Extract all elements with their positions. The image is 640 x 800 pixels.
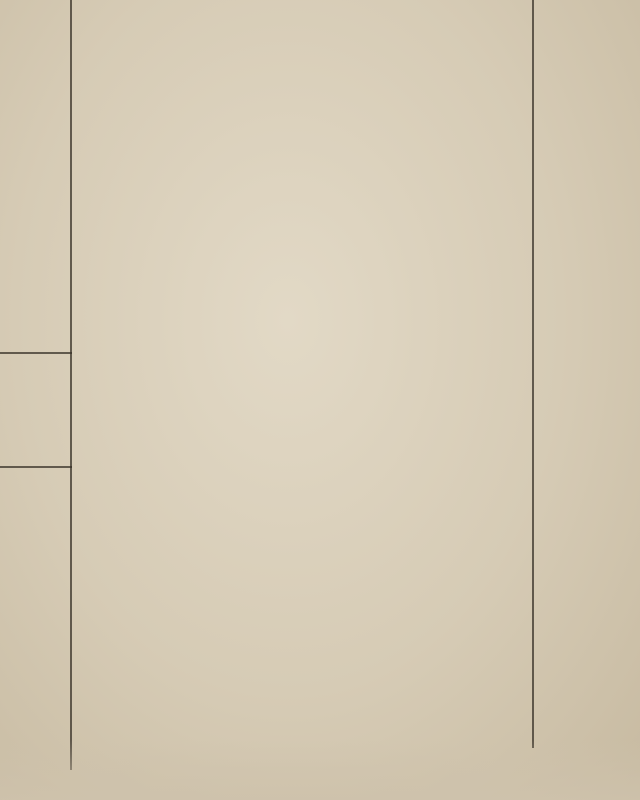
left-column-divider-2 [0,466,72,468]
column-rule-left [70,0,72,770]
left-column-divider-1 [0,352,72,354]
page-bottom-shadow [0,740,640,800]
column-rule-right [532,0,534,748]
